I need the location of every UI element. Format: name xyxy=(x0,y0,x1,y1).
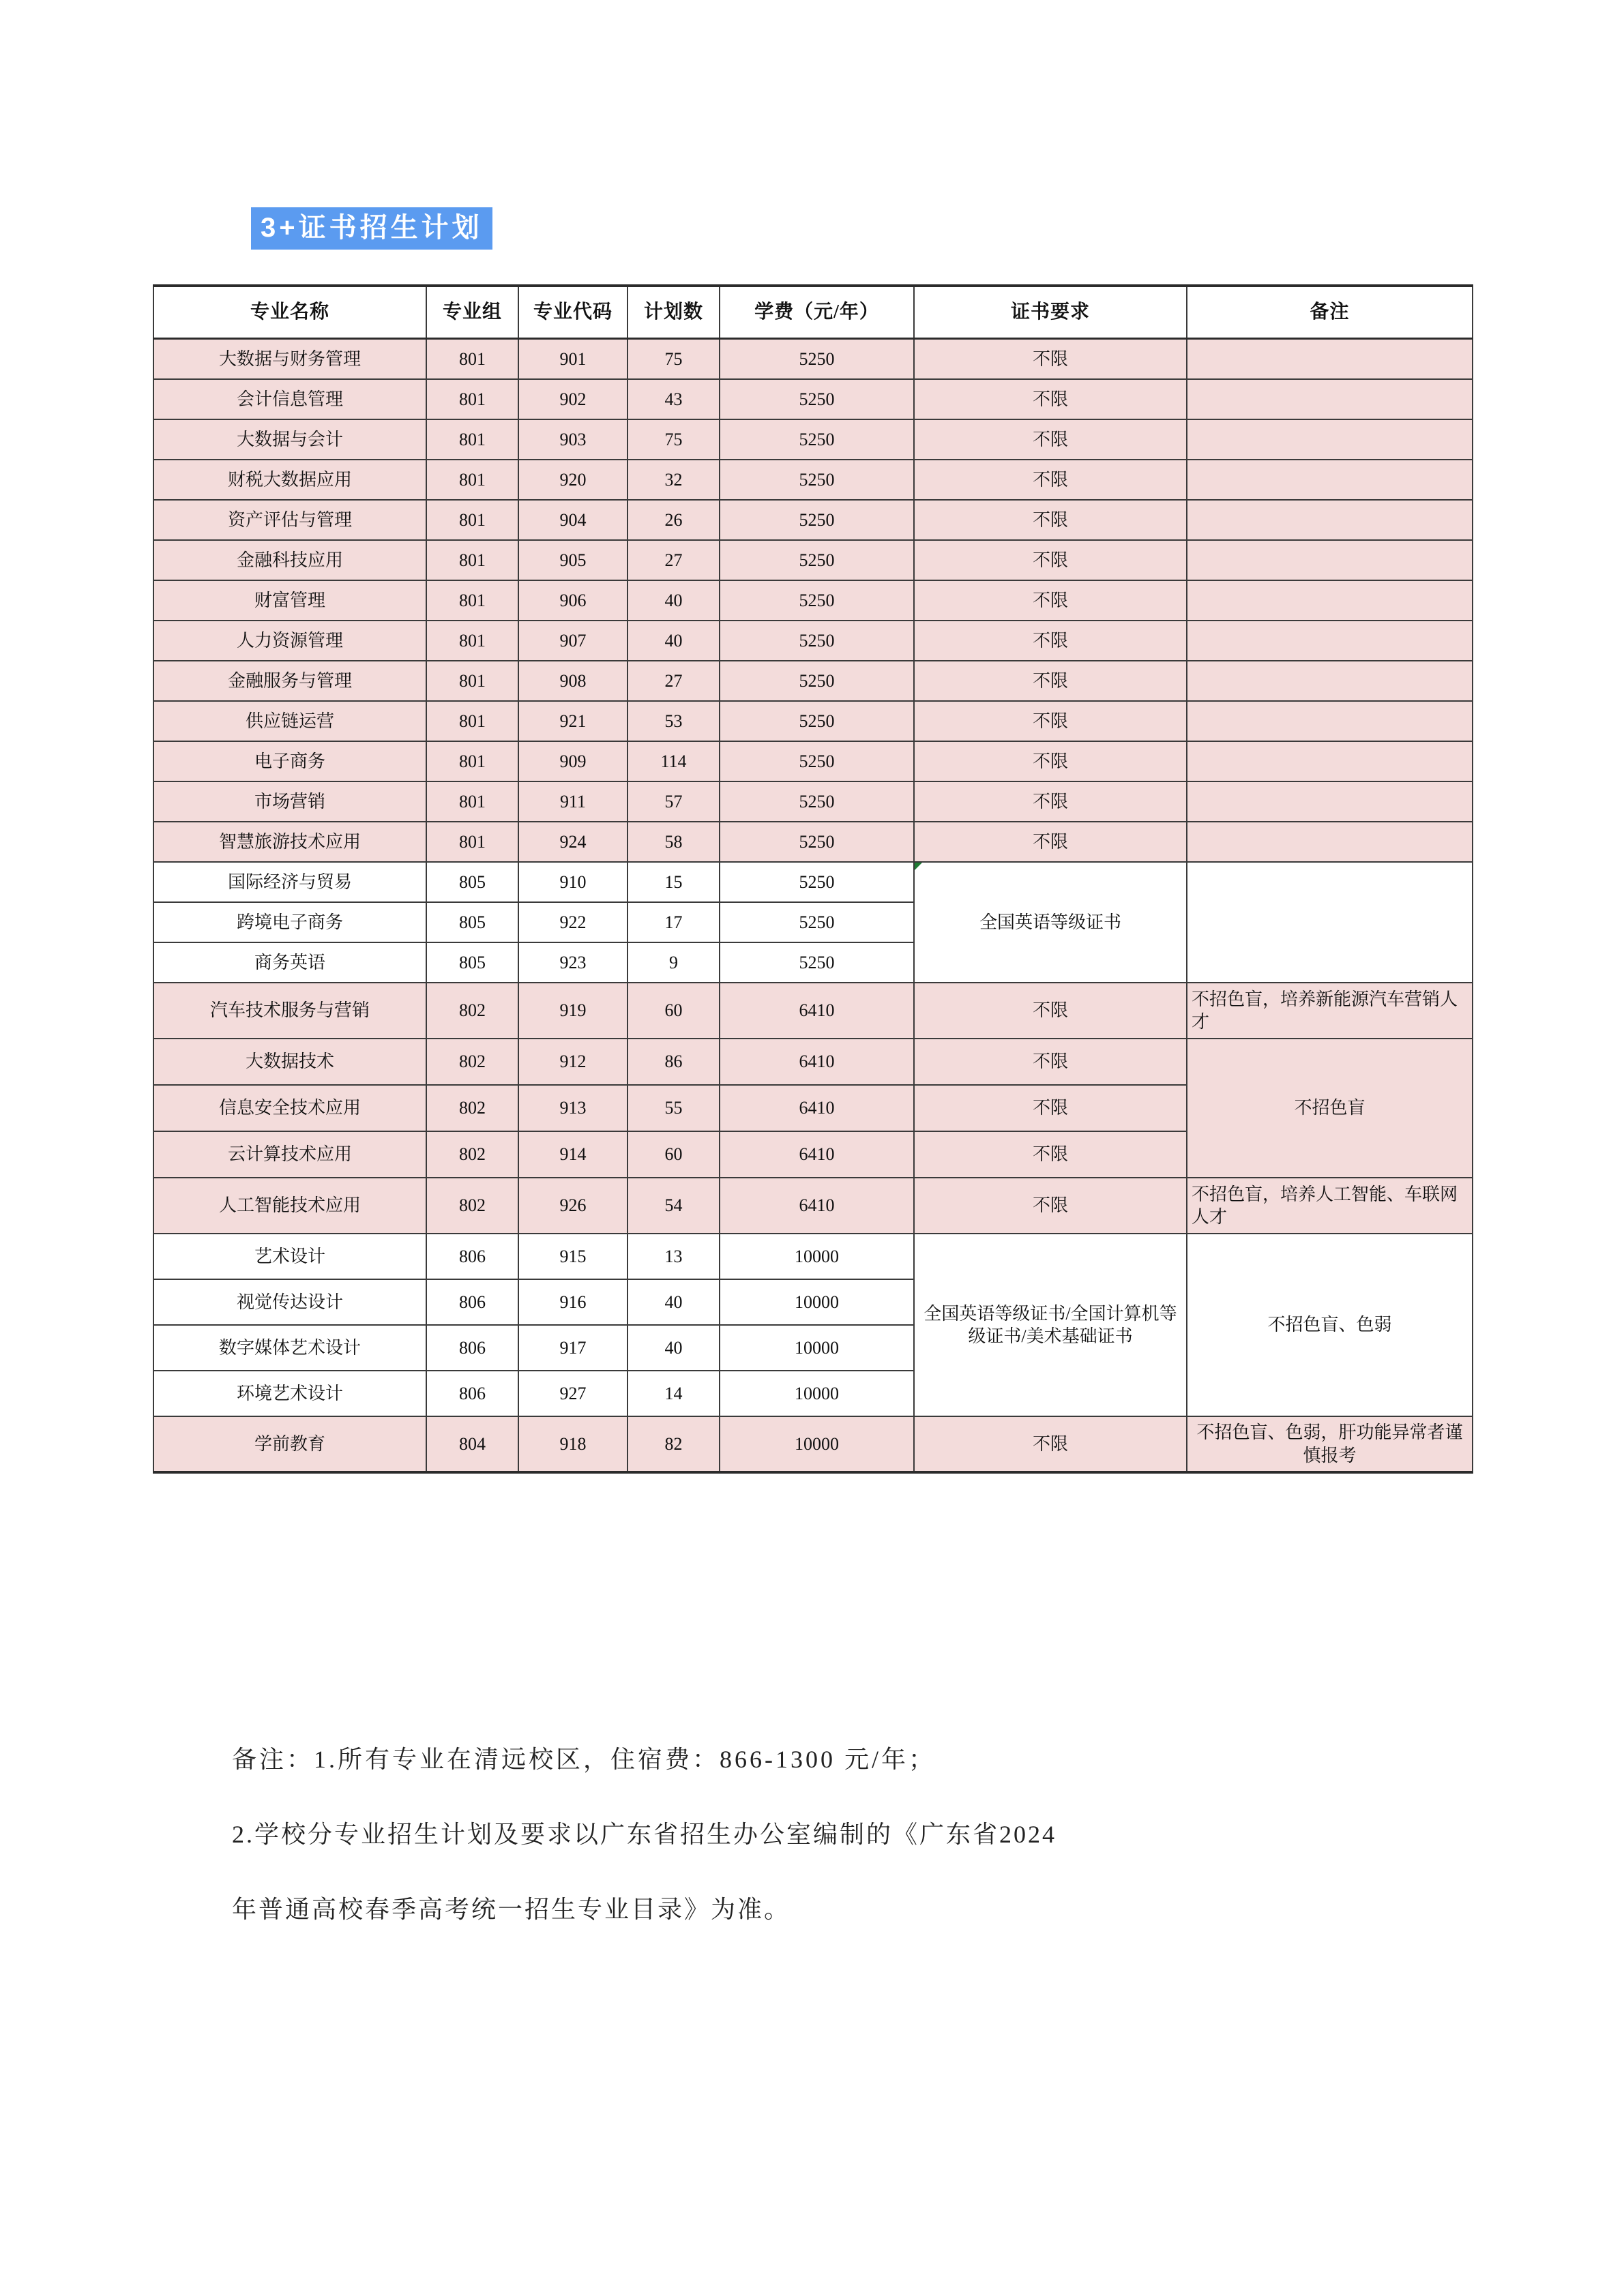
cell-remark-preschool: 不招色盲、色弱，肝功能异常者谨慎报考 xyxy=(1187,1416,1473,1472)
cell-cert-req: 不限 xyxy=(914,540,1187,580)
cell-tuition: 5250 xyxy=(720,540,914,580)
col-header-tuition: 学费（元/年） xyxy=(720,286,914,339)
cell-cert-req-merged-805 xyxy=(914,862,1187,983)
cell-major-group: 802 xyxy=(426,1039,518,1085)
cell-cert-req: 不限 xyxy=(914,379,1187,419)
cell-cert-req: 不限 xyxy=(914,339,1187,380)
table-row xyxy=(153,741,1473,781)
col-header-major-name: 专业名称 xyxy=(153,286,426,339)
cell-major-name: 市场营销 xyxy=(153,781,426,822)
cell-major-code: 906 xyxy=(518,580,628,621)
page-title-text: 3+证书招生计划 xyxy=(251,207,492,250)
cell-cert-req: 不限 xyxy=(914,621,1187,661)
cell-major-name: 电子商务 xyxy=(153,741,426,781)
cell-major-group: 801 xyxy=(426,661,518,701)
cell-tuition: 5250 xyxy=(720,862,914,902)
cell-remark xyxy=(1187,379,1473,419)
table-row xyxy=(153,580,1473,621)
cell-plan-count: 40 xyxy=(628,580,720,621)
cell-major-group: 801 xyxy=(426,701,518,741)
cell-plan-count: 82 xyxy=(628,1416,720,1472)
cell-major-name: 资产评估与管理 xyxy=(153,500,426,540)
cell-plan-count: 32 xyxy=(628,460,720,500)
cell-tuition: 5250 xyxy=(720,902,914,942)
table-row xyxy=(153,822,1473,862)
cell-remark xyxy=(1187,661,1473,701)
cell-major-group: 801 xyxy=(426,379,518,419)
table-row xyxy=(153,781,1473,822)
table-row xyxy=(153,1234,1473,1279)
cell-major-name: 大数据与会计 xyxy=(153,419,426,460)
cell-major-code: 910 xyxy=(518,862,628,902)
cell-plan-count: 9 xyxy=(628,942,720,983)
footer-note-line-2: 2.学校分专业招生计划及要求以广东省招生办公室编制的《广东省2024 xyxy=(232,1821,1057,1848)
cell-tuition: 5250 xyxy=(720,379,914,419)
cell-major-group: 801 xyxy=(426,741,518,781)
cell-cert-req: 不限 xyxy=(914,1085,1187,1131)
cell-major-group: 802 xyxy=(426,1178,518,1234)
cell-major-name: 环境艺术设计 xyxy=(153,1371,426,1416)
cell-plan-count: 15 xyxy=(628,862,720,902)
cell-major-code: 912 xyxy=(518,1039,628,1085)
cell-tuition: 10000 xyxy=(720,1416,914,1472)
cell-major-code: 908 xyxy=(518,661,628,701)
cell-major-code: 911 xyxy=(518,781,628,822)
cell-tuition: 5250 xyxy=(720,500,914,540)
cell-tuition: 5250 xyxy=(720,621,914,661)
cell-cert-req-text: 全国英语等级证书 xyxy=(979,912,1121,932)
cell-major-code: 903 xyxy=(518,419,628,460)
cell-major-code: 915 xyxy=(518,1234,628,1279)
cell-cert-req-merged-806: 全国英语等级证书/全国计算机等级证书/美术基础证书 xyxy=(914,1234,1187,1416)
cell-remark-ai: 不招色盲，培养人工智能、车联网人才 xyxy=(1187,1178,1473,1234)
cell-tuition: 5250 xyxy=(720,822,914,862)
cell-major-group: 801 xyxy=(426,822,518,862)
cell-tuition: 6410 xyxy=(720,1178,914,1234)
table-row xyxy=(153,621,1473,661)
table-row xyxy=(153,500,1473,540)
cell-major-name: 财富管理 xyxy=(153,580,426,621)
cell-remark xyxy=(1187,339,1473,380)
cell-major-name: 会计信息管理 xyxy=(153,379,426,419)
cell-tuition: 10000 xyxy=(720,1371,914,1416)
cell-cert-req: 不限 xyxy=(914,1416,1187,1472)
cell-remark xyxy=(1187,500,1473,540)
cell-major-group: 806 xyxy=(426,1279,518,1325)
table-row xyxy=(153,540,1473,580)
cell-major-name: 国际经济与贸易 xyxy=(153,862,426,902)
cell-major-name: 大数据与财务管理 xyxy=(153,339,426,380)
cell-cert-req: 不限 xyxy=(914,1178,1187,1234)
cell-remark xyxy=(1187,540,1473,580)
cell-major-group: 804 xyxy=(426,1416,518,1472)
cell-major-name: 人力资源管理 xyxy=(153,621,426,661)
table-row xyxy=(153,661,1473,701)
cell-major-group: 801 xyxy=(426,621,518,661)
cell-major-group: 801 xyxy=(426,460,518,500)
cell-major-name: 供应链运营 xyxy=(153,701,426,741)
cell-major-group: 806 xyxy=(426,1234,518,1279)
cell-cert-req: 不限 xyxy=(914,661,1187,701)
cell-plan-count: 60 xyxy=(628,1131,720,1178)
cell-major-group: 801 xyxy=(426,580,518,621)
cell-major-code: 922 xyxy=(518,902,628,942)
cell-plan-count: 40 xyxy=(628,621,720,661)
cell-remark xyxy=(1187,701,1473,741)
cell-plan-count: 27 xyxy=(628,661,720,701)
cell-major-name: 金融服务与管理 xyxy=(153,661,426,701)
cell-tuition: 5250 xyxy=(720,661,914,701)
cell-major-code: 901 xyxy=(518,339,628,380)
cell-plan-count: 57 xyxy=(628,781,720,822)
cell-cert-req: 不限 xyxy=(914,1131,1187,1178)
cell-remark xyxy=(1187,822,1473,862)
cell-remark-merged-806: 不招色盲、色弱 xyxy=(1187,1234,1473,1416)
cell-cert-req: 不限 xyxy=(914,419,1187,460)
cell-cert-req: 不限 xyxy=(914,500,1187,540)
cell-tuition: 5250 xyxy=(720,339,914,380)
cell-cert-req: 不限 xyxy=(914,822,1187,862)
cell-major-name: 金融科技应用 xyxy=(153,540,426,580)
cell-remark-auto: 不招色盲，培养新能源汽车营销人才 xyxy=(1187,983,1473,1039)
cell-major-code: 921 xyxy=(518,701,628,741)
cell-major-name: 信息安全技术应用 xyxy=(153,1085,426,1131)
cell-plan-count: 17 xyxy=(628,902,720,942)
cell-major-code: 909 xyxy=(518,741,628,781)
cell-remark xyxy=(1187,741,1473,781)
cell-major-code: 907 xyxy=(518,621,628,661)
table-row xyxy=(153,379,1473,419)
footer-note-line-3: 年普通高校春季高考统一招生专业目录》为准。 xyxy=(232,1896,791,1923)
cell-major-name: 人工智能技术应用 xyxy=(153,1178,426,1234)
cell-plan-count: 40 xyxy=(628,1279,720,1325)
cell-major-code: 905 xyxy=(518,540,628,580)
cell-major-code: 919 xyxy=(518,983,628,1039)
cell-tuition: 10000 xyxy=(720,1279,914,1325)
cell-major-name: 云计算技术应用 xyxy=(153,1131,426,1178)
table-row xyxy=(153,419,1473,460)
col-header-major-code: 专业代码 xyxy=(518,286,628,339)
cell-major-group: 805 xyxy=(426,942,518,983)
cell-major-group: 806 xyxy=(426,1371,518,1416)
cell-remark xyxy=(1187,781,1473,822)
table-body xyxy=(153,339,1473,1473)
cell-plan-count: 13 xyxy=(628,1234,720,1279)
cell-major-code: 917 xyxy=(518,1325,628,1371)
cell-major-name: 智慧旅游技术应用 xyxy=(153,822,426,862)
page-title xyxy=(251,207,492,250)
cell-tuition: 5250 xyxy=(720,580,914,621)
table-row xyxy=(153,701,1473,741)
cell-remark-merged-802: 不招色盲 xyxy=(1187,1039,1473,1178)
cell-major-group: 802 xyxy=(426,1085,518,1131)
cell-plan-count: 75 xyxy=(628,419,720,460)
col-header-cert-req: 证书要求 xyxy=(914,286,1187,339)
cell-cert-req: 不限 xyxy=(914,580,1187,621)
cell-plan-count: 60 xyxy=(628,983,720,1039)
cell-tuition: 6410 xyxy=(720,1085,914,1131)
cell-remark xyxy=(1187,580,1473,621)
table-row xyxy=(153,983,1473,1039)
cell-major-name: 财税大数据应用 xyxy=(153,460,426,500)
cell-plan-count: 114 xyxy=(628,741,720,781)
cell-major-name: 跨境电子商务 xyxy=(153,902,426,942)
cell-major-name: 学前教育 xyxy=(153,1416,426,1472)
cell-plan-count: 53 xyxy=(628,701,720,741)
cell-major-group: 801 xyxy=(426,419,518,460)
cell-major-code: 904 xyxy=(518,500,628,540)
cell-remark xyxy=(1187,419,1473,460)
cell-tuition: 6410 xyxy=(720,1131,914,1178)
cell-tuition: 5250 xyxy=(720,419,914,460)
col-header-plan-count: 计划数 xyxy=(628,286,720,339)
cell-major-name: 大数据技术 xyxy=(153,1039,426,1085)
table-row xyxy=(153,1416,1473,1472)
cell-major-group: 801 xyxy=(426,540,518,580)
cell-major-group: 805 xyxy=(426,902,518,942)
table-row xyxy=(153,460,1473,500)
admission-plan-table xyxy=(153,284,1473,1474)
cell-tuition: 10000 xyxy=(720,1234,914,1279)
table-row xyxy=(153,862,1473,902)
footer-note-line-1: 备注：1.所有专业在清远校区，住宿费：866-1300 元/年； xyxy=(232,1746,936,1773)
cell-remark xyxy=(1187,621,1473,661)
cell-major-code: 913 xyxy=(518,1085,628,1131)
cell-cert-req: 不限 xyxy=(914,460,1187,500)
cell-major-group: 806 xyxy=(426,1325,518,1371)
cell-major-code: 918 xyxy=(518,1416,628,1472)
cell-plan-count: 58 xyxy=(628,822,720,862)
cell-tuition: 6410 xyxy=(720,983,914,1039)
cell-plan-count: 26 xyxy=(628,500,720,540)
cell-tuition: 5250 xyxy=(720,741,914,781)
cell-major-code: 902 xyxy=(518,379,628,419)
cell-major-name: 商务英语 xyxy=(153,942,426,983)
cell-tuition: 10000 xyxy=(720,1325,914,1371)
cell-remark-merged-805 xyxy=(1187,862,1473,983)
cell-plan-count: 75 xyxy=(628,339,720,380)
col-header-remark: 备注 xyxy=(1187,286,1473,339)
cell-tuition: 5250 xyxy=(720,942,914,983)
table-header-row xyxy=(153,286,1473,339)
cell-plan-count: 40 xyxy=(628,1325,720,1371)
cell-tuition: 5250 xyxy=(720,781,914,822)
cell-major-name: 数字媒体艺术设计 xyxy=(153,1325,426,1371)
cell-major-code: 916 xyxy=(518,1279,628,1325)
cell-major-group: 805 xyxy=(426,862,518,902)
cell-plan-count: 86 xyxy=(628,1039,720,1085)
table-row xyxy=(153,1039,1473,1085)
cell-major-name: 汽车技术服务与营销 xyxy=(153,983,426,1039)
cell-cert-req: 不限 xyxy=(914,781,1187,822)
cell-major-group: 802 xyxy=(426,1131,518,1178)
cell-major-code: 923 xyxy=(518,942,628,983)
cell-major-name: 艺术设计 xyxy=(153,1234,426,1279)
cell-remark xyxy=(1187,460,1473,500)
cell-tuition: 6410 xyxy=(720,1039,914,1085)
cell-major-group: 802 xyxy=(426,983,518,1039)
admission-plan-table-wrapper xyxy=(153,284,1472,1474)
cell-major-code: 924 xyxy=(518,822,628,862)
cell-plan-count: 43 xyxy=(628,379,720,419)
cell-major-group: 801 xyxy=(426,339,518,380)
cell-major-code: 914 xyxy=(518,1131,628,1178)
cell-major-name: 视觉传达设计 xyxy=(153,1279,426,1325)
cell-major-code: 926 xyxy=(518,1178,628,1234)
cell-major-group: 801 xyxy=(426,781,518,822)
cell-plan-count: 27 xyxy=(628,540,720,580)
cell-cert-req: 不限 xyxy=(914,1039,1187,1085)
cell-cert-req: 不限 xyxy=(914,701,1187,741)
cell-tuition: 5250 xyxy=(720,460,914,500)
footer-notes xyxy=(232,1747,1460,1922)
cell-tuition: 5250 xyxy=(720,701,914,741)
col-header-major-group: 专业组 xyxy=(426,286,518,339)
cell-cert-req: 不限 xyxy=(914,983,1187,1039)
cell-major-code: 920 xyxy=(518,460,628,500)
cell-plan-count: 54 xyxy=(628,1178,720,1234)
cell-major-code: 927 xyxy=(518,1371,628,1416)
cell-plan-count: 55 xyxy=(628,1085,720,1131)
table-row xyxy=(153,339,1473,380)
cell-major-group: 801 xyxy=(426,500,518,540)
comment-marker-icon xyxy=(915,863,922,870)
cell-cert-req: 不限 xyxy=(914,741,1187,781)
cell-plan-count: 14 xyxy=(628,1371,720,1416)
table-row xyxy=(153,1178,1473,1234)
